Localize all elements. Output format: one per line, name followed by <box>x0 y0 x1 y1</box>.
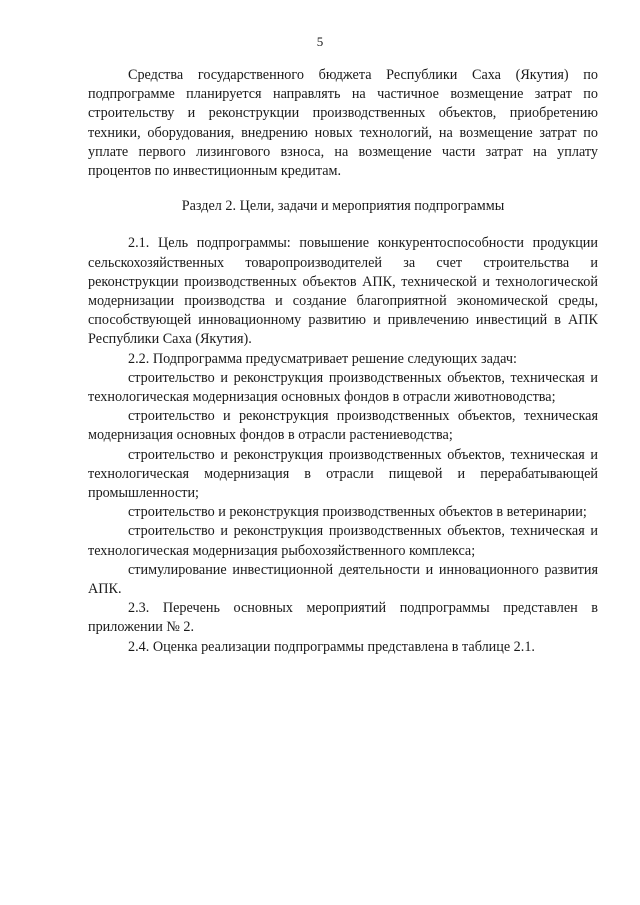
tasks-intro-paragraph: 2.2. Подпрограмма предусматривает решение следующих задач: <box>128 350 517 367</box>
task-livestock: строительство и реконструкция производственных объектов, техническая и технологическая модернизация основных фондов в отрасли животноводства; <box>88 369 598 406</box>
task-investment: стимулирование инвестиционной деятельности и инновационного развития АПК. <box>88 561 598 598</box>
task-veterinary: строительство и реконструкция производственных объектов в ветеринарии; <box>128 504 587 521</box>
section-heading: Раздел 2. Цели, задачи и мероприятия подпрограммы <box>181 198 505 215</box>
activities-paragraph: 2.3. Перечень основных мероприятий подпрограммы представлен в приложении № 2. <box>88 600 598 636</box>
intro-paragraph: Средства государственного бюджета Республики Саха (Якутия) по подпрограмме планируется направлять на частичное возмещение затрат по строительству и реконструкции производственных объектов, приобретению техники, оборудования, внедрению новых технологий, на возмещение затрат по уплате первого лизингового взноса, на возмещение части затрат на уплату процентов по инвестиционным кредитам. <box>88 67 598 180</box>
evaluation-paragraph: 2.4. Оценка реализации подпрограммы представлена в таблице 2.1. <box>128 638 535 655</box>
task-fishery: строительство и реконструкция производственных объектов, техническая и технологическая модернизация рыбохозяйственного комплекса; <box>88 523 598 559</box>
task-crop: строительство и реконструкция производственных объектов, техническая модернизация основных фондов в отрасли растениеводства; <box>88 408 598 444</box>
goal-paragraph: 2.1. Цель подпрограммы: повышение конкурентоспособности продукции сельскохозяйственных товаропроизводителей за счет строительства и реконструкции производственных объектов АПК, технической и технологической модернизации производства и создание благоприятной экономической среды, способствующей инновационному развитию и привлечению инвестиций в АПК Республики Саха (Якутия). <box>88 235 598 348</box>
page-number: 5 <box>316 34 324 49</box>
document-body <box>88 66 598 657</box>
task-food-industry: строительство и реконструкция производственных объектов, техническая и технологическая модернизация в отрасли пищевой и перерабатывающей промышленности; <box>88 446 598 502</box>
